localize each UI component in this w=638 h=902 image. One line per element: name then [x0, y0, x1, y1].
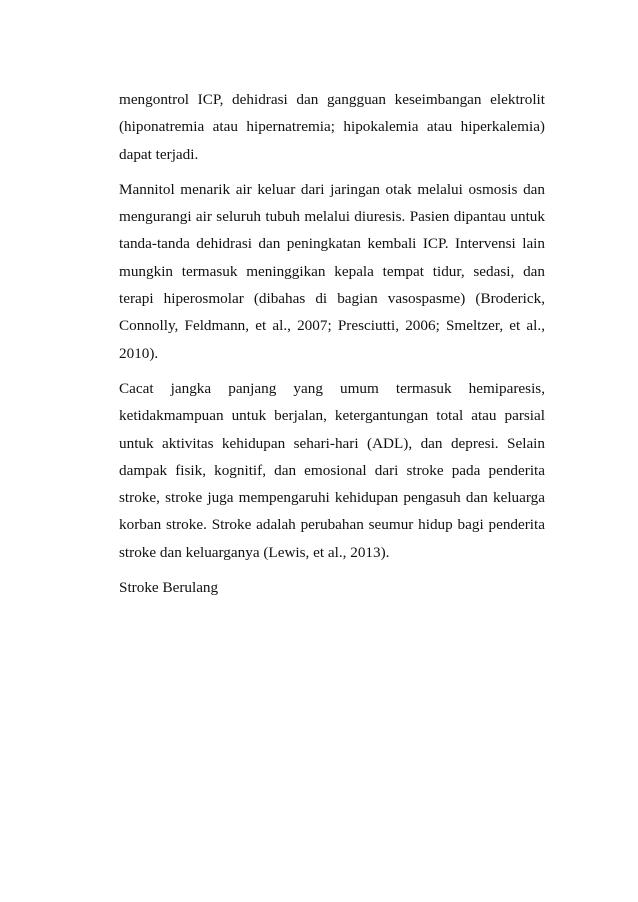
- paragraph-long-term-disability: Cacat jangka panjang yang umum termasuk hemiparesis, ketidakmampuan untuk berjalan, ketergantungan total atau parsial untuk aktivitas kehidupan sehari-hari (ADL), dan depresi. Selain dampak fisik, kognitif, dan emosional dari stroke pada penderita stroke, stroke juga mempengaruhi kehidupan pengasuh dan keluarga korban stroke. Stroke adalah perubahan seumur hidup bagi penderita stroke dan keluarganya (Lewis, et al., 2013).: [119, 379, 545, 561]
- paragraph-mannitol: Mannitol menarik air keluar dari jaringan otak melalui osmosis dan mengurangi air seluruh tubuh melalui diuresis. Pasien dipantau untuk tanda-tanda dehidrasi dan peningkatan kembali ICP. Intervensi lain mungkin termasuk meninggikan kepala tempat tidur, sedasi, dan terapi hiperosmolar (dibahas di bagian vasospasme) (Broderick, Connolly, Feldmann, et al., 2007; Presciutti, 2006; Smeltzer, et al., 2010).: [119, 180, 545, 362]
- document-body: [119, 86, 545, 601]
- paragraph-icp-complications: mengontrol ICP, dehidrasi dan gangguan keseimbangan elektrolit (hiponatremia atau hipernatremia; hipokalemia atau hiperkalemia) dapat terjadi.: [119, 91, 545, 163]
- section-heading-recurrent-stroke: Stroke Berulang: [119, 579, 219, 597]
